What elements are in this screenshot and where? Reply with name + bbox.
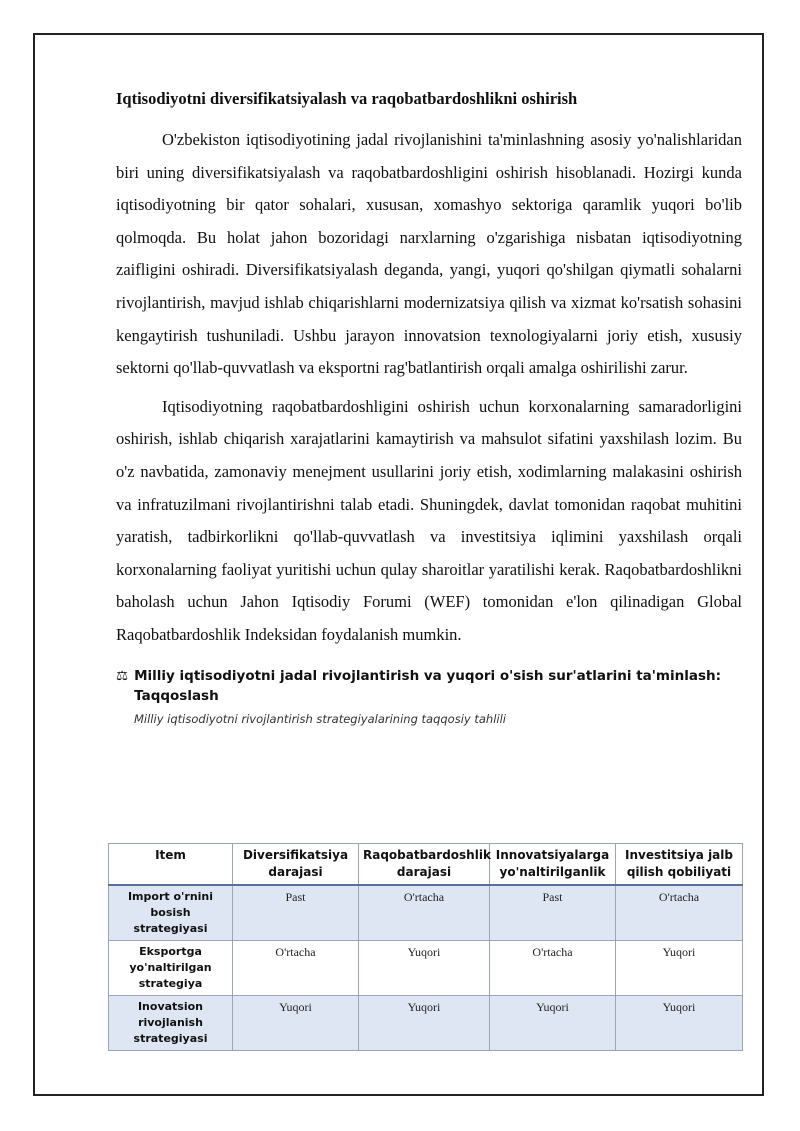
- section-title-text: Milliy iqtisodiyotni jadal rivojlantirish va yuqori o'sish sur'atlarini ta'minlash: Taqqoslash: [134, 667, 721, 704]
- table-cell: O'rtacha: [359, 885, 490, 941]
- table-cell: Past: [233, 885, 359, 941]
- table-cell: Yuqori: [490, 996, 616, 1051]
- header-diversification: Diversifikatsiya darajasi: [233, 844, 359, 886]
- header-innovation: Innovatsiyalarga yo'naltirilganlik: [490, 844, 616, 886]
- table-header-row: [109, 844, 743, 886]
- scales-icon: ⚖: [116, 667, 129, 684]
- header-item: Item: [109, 844, 233, 886]
- table-cell: Yuqori: [616, 941, 743, 996]
- table-caption: Milliy iqtisodiyotni rivojlantirish strategiyalarining taqqosiy tahlili: [134, 711, 506, 726]
- row-label: Eksportga yo'naltirilgan strategiya: [109, 941, 233, 996]
- table-cell: O'rtacha: [490, 941, 616, 996]
- document-heading: Iqtisodiyotni diversifikatsiyalash va raqobatbardoshlikni oshirish: [116, 89, 578, 108]
- section-title: [116, 666, 742, 706]
- header-investment: Investitsiya jalb qilish qobiliyati: [616, 844, 743, 886]
- document-body: [116, 86, 742, 732]
- table-cell: O'rtacha: [616, 885, 743, 941]
- header-competitiveness: Raqobatbardoshlik darajasi: [359, 844, 490, 886]
- table-cell: Yuqori: [233, 996, 359, 1051]
- comparison-table: [108, 843, 743, 1051]
- table-cell: O'rtacha: [233, 941, 359, 996]
- table-row: [109, 885, 743, 941]
- paragraph-2: Iqtisodiyotning raqobatbardoshligini oshirish uchun korxonalarning samaradorligini oshirish, ishlab chiqarish xarajatlarini kamaytirish va mahsulot sifatini yaxshilash lozim. Bu o'z navbatida, zamonaviy menejment usullarini joriy etish, xodimlarning malakasini oshirish va infratuzilmani rivojlantirishni talab etadi. Shuningdek, davlat tomonidan raqobat muhitini yaratish, tadbirkorlikni qo'llab-quvvatlash va investitsiya iqlimini yaxshilash orqali korxonalarning faoliyat yuritishi uchun qulay sharoitlar yaratilishi kerak. Raqobatbardoshlikni baholash uchun Jahon Iqtisodiy Forumi (WEF) tomonidan e'lon qilinadigan Global Raqobatbardoshlik Indeksidan foydalanish mumkin.: [116, 396, 742, 644]
- row-label: Inovatsion rivojlanish strategiyasi: [109, 996, 233, 1051]
- paragraph-1: O'zbekiston iqtisodiyotining jadal rivojlanishini ta'minlashning asosiy yo'nalishlaridan biri uning diversifikatsiyalash va raqobatbardoshligini oshirish hisoblanadi. Hozirgi kunda iqtisodiyotning bir qator sohalari, xususan, xomashyo sektoriga qaramlik yuqori bo'lib qolmoqda. Bu holat jahon bozoridagi narxlarning o'zgarishiga nisbatan iqtisodiyotning zaifligini oshiradi. Diversifikatsiyalash deganda, yangi, yuqori qo'shilgan qiymatli sohalarni rivojlantirish, mavjud ishlab chiqarishlarni modernizatsiya qilish va xizmat ko'rsatish sohasini kengaytirish tushuniladi. Ushbu jarayon innovatsion texnologiyalarni joriy etish, xususiy sektorni qo'llab-quvvatlash va eksportni rag'batlantirish orqali amalga oshirilishi zarur.: [116, 130, 742, 378]
- row-label: Import o'rnini bosish strategiyasi: [109, 885, 233, 941]
- table-cell: Yuqori: [359, 996, 490, 1051]
- table-cell: Past: [490, 885, 616, 941]
- table-row: [109, 941, 743, 996]
- table-row: [109, 996, 743, 1051]
- table-cell: Yuqori: [616, 996, 743, 1051]
- table-cell: Yuqori: [359, 941, 490, 996]
